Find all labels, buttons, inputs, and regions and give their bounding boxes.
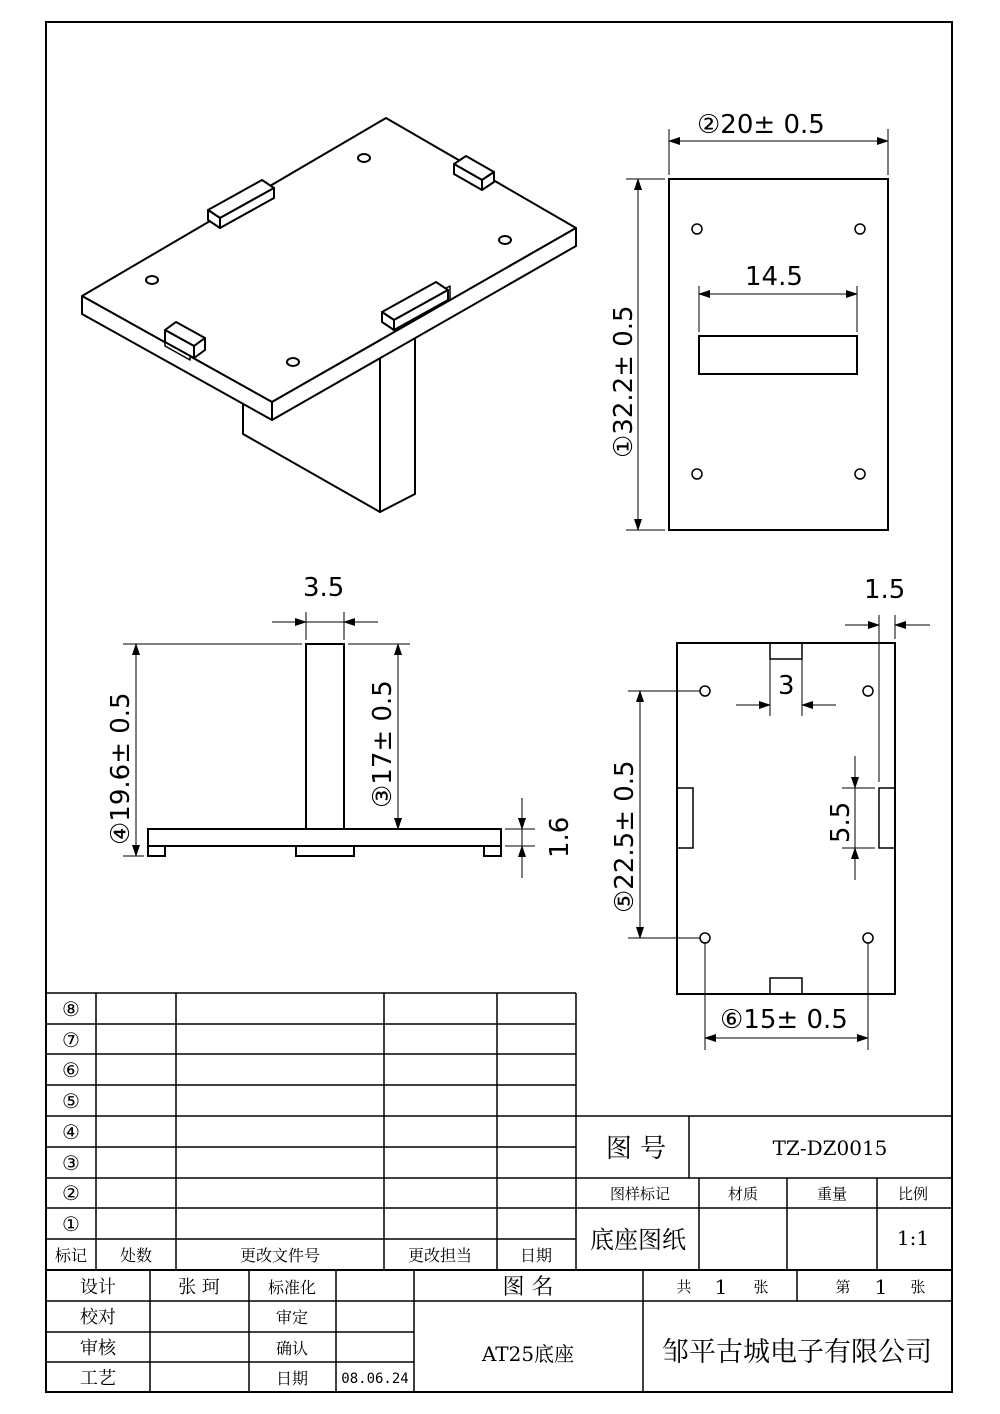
bottom-view-hole bbox=[700, 933, 710, 943]
total-sheets-unit: 张 bbox=[753, 1278, 769, 1296]
side-view-foot bbox=[148, 846, 165, 856]
page-unit: 张 bbox=[910, 1278, 926, 1296]
subheader-weight: 重量 bbox=[816, 1185, 848, 1203]
bottom-view-hole bbox=[863, 686, 873, 696]
revision-table bbox=[46, 993, 576, 1270]
side-view bbox=[123, 612, 535, 878]
total-sheets-label: 共 bbox=[676, 1278, 692, 1296]
dim-side-plate: 1.6 bbox=[545, 816, 575, 858]
process-label: 工艺 bbox=[80, 1368, 116, 1389]
bottom-view-tab-bottom bbox=[770, 978, 802, 994]
top-view-hole bbox=[855, 224, 865, 234]
dim-top-height: ①32.2± 0.5 bbox=[609, 305, 639, 458]
scale-value: 1:1 bbox=[896, 1226, 930, 1250]
date-value: 08.06.24 bbox=[341, 1371, 409, 1387]
top-view-slot bbox=[699, 336, 857, 374]
iso-hole bbox=[358, 154, 370, 162]
revision-marker: ④ bbox=[62, 1120, 80, 1144]
dim-bottom-side-tab: 5.5 bbox=[826, 801, 856, 843]
design-value: 张 珂 bbox=[178, 1277, 220, 1298]
revision-header: 更改担当 bbox=[407, 1246, 473, 1265]
date-label: 日期 bbox=[275, 1369, 309, 1388]
bottom-view-tab-top bbox=[770, 643, 802, 659]
revision-marker: ① bbox=[62, 1212, 80, 1236]
drawing-number: TZ-DZ0015 bbox=[772, 1136, 888, 1160]
revision-header: 更改文件号 bbox=[239, 1246, 321, 1265]
top-view-hole bbox=[855, 469, 865, 479]
top-view bbox=[626, 129, 888, 530]
top-view-hole bbox=[692, 469, 702, 479]
review-label: 审核 bbox=[80, 1338, 116, 1359]
drawing-number-label: 图 号 bbox=[605, 1134, 667, 1164]
side-view-foot bbox=[296, 846, 354, 856]
revision-headers bbox=[55, 1246, 552, 1265]
dim-bottom-tab: 3 bbox=[778, 671, 795, 701]
side-view-foot bbox=[484, 846, 501, 856]
revision-marker: ⑧ bbox=[62, 997, 80, 1021]
revision-header: 标记 bbox=[54, 1246, 88, 1265]
dim-side-post-height: ③17± 0.5 bbox=[368, 680, 398, 808]
top-view-hole bbox=[692, 224, 702, 234]
revision-header: 处数 bbox=[119, 1246, 153, 1265]
bottom-view-hole bbox=[863, 933, 873, 943]
page-label: 第 bbox=[835, 1278, 851, 1296]
dim-side-total: ④19.6± 0.5 bbox=[106, 692, 136, 845]
revision-marker: ⑦ bbox=[62, 1028, 80, 1052]
page-value: 1 bbox=[874, 1275, 888, 1299]
standard-label: 标准化 bbox=[267, 1278, 317, 1297]
sample-mark-value: 底座图纸 bbox=[590, 1226, 686, 1254]
company-name: 邹平古城电子有限公司 bbox=[662, 1337, 932, 1368]
iso-hole bbox=[499, 236, 511, 244]
dim-top-slot: 14.5 bbox=[745, 262, 803, 292]
dim-bottom-hole-v: ⑤22.5± 0.5 bbox=[610, 760, 640, 913]
dim-top-width: ②20± 0.5 bbox=[697, 110, 825, 140]
subheader-sample-mark: 图样标记 bbox=[609, 1185, 671, 1203]
total-sheets-value: 1 bbox=[714, 1275, 728, 1299]
bottom-view-tab-right bbox=[879, 788, 895, 848]
side-view-post bbox=[306, 644, 344, 829]
revision-marker: ③ bbox=[62, 1151, 80, 1175]
drawing-name-label: 图 名 bbox=[502, 1275, 554, 1300]
dim-bottom-hole-h: ⑥15± 0.5 bbox=[720, 1005, 848, 1035]
revision-marker: ⑤ bbox=[62, 1089, 80, 1113]
revision-header: 日期 bbox=[519, 1246, 553, 1265]
confirm-label: 确认 bbox=[275, 1339, 309, 1358]
iso-hole bbox=[146, 276, 158, 284]
revision-marker: ② bbox=[62, 1181, 80, 1205]
dim-bottom-edge: 1.5 bbox=[864, 575, 906, 605]
subheader-material: 材质 bbox=[727, 1185, 759, 1203]
iso-plate-top bbox=[82, 118, 576, 402]
dim-side-post: 3.5 bbox=[303, 573, 345, 603]
revision-marker: ⑥ bbox=[62, 1058, 80, 1082]
proof-label: 校对 bbox=[80, 1307, 116, 1328]
approve-label: 审定 bbox=[275, 1308, 309, 1327]
subheader-scale: 比例 bbox=[897, 1185, 929, 1203]
bottom-view-tab-left bbox=[677, 788, 693, 848]
isometric-view bbox=[82, 118, 576, 512]
iso-hole bbox=[287, 358, 299, 366]
side-view-plate bbox=[148, 829, 501, 846]
bottom-view-hole bbox=[700, 686, 710, 696]
part-name: AT25底座 bbox=[481, 1342, 575, 1366]
design-label: 设计 bbox=[80, 1277, 116, 1298]
